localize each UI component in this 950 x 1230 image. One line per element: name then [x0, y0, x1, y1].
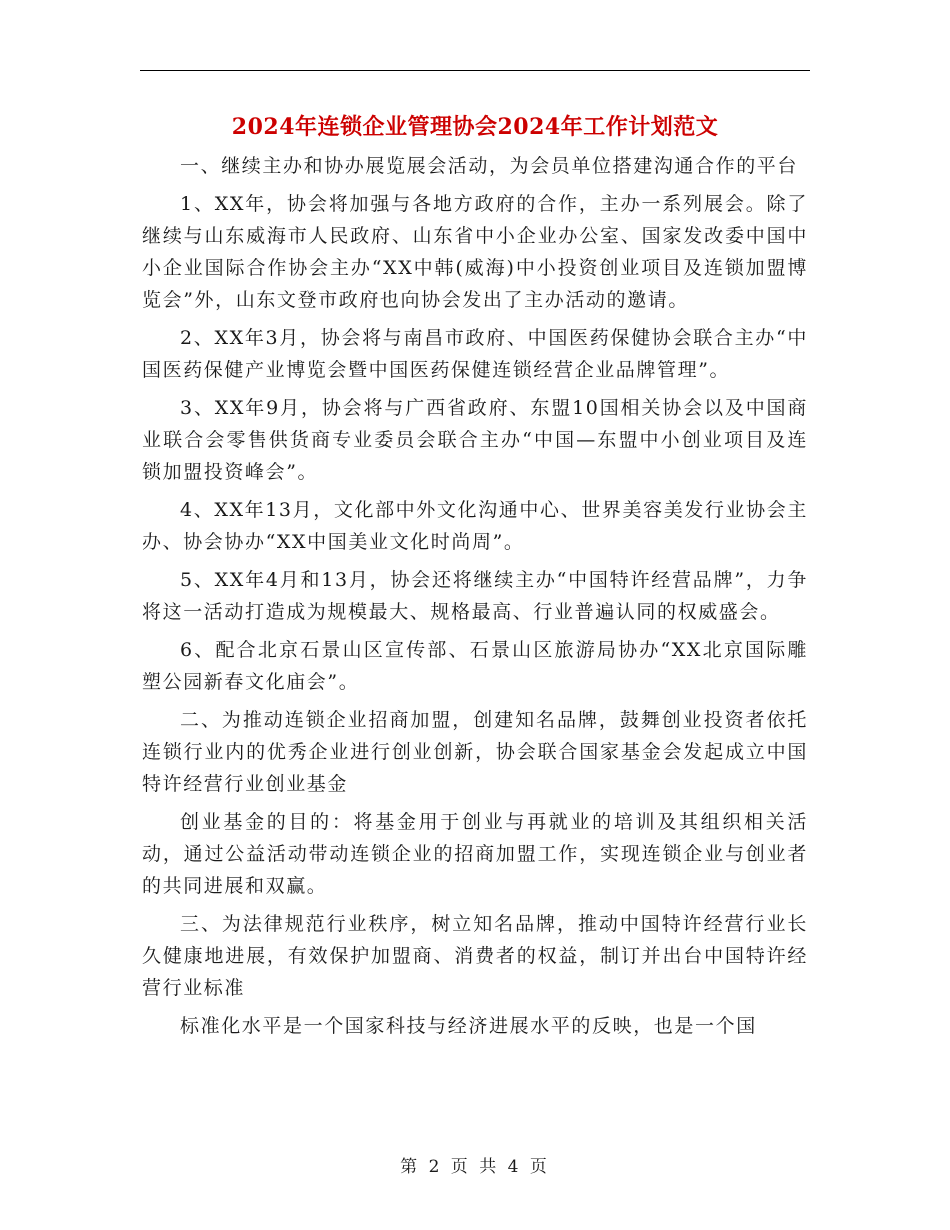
paragraph-section-3-heading: 三、为法律规范行业秩序，树立知名品牌，推动中国特许经营行业长久健康地进展，有效保护加盟商、消费者的权益，制订并出台中国特许经营行业标准 [142, 913, 808, 999]
document-body [142, 150, 808, 1048]
header-rule [140, 70, 810, 71]
paragraph-item-6: 6、配合北京石景山区宣传部、石景山区旅游局协办“XX北京国际雕塑公园新春文化庙会”。 [142, 639, 808, 693]
paragraph-item-5: 5、XX年4月和13月，协会还将继续主办“中国特许经营品牌”，力争将这一活动打造成为规模最大、规格最高、行业普遍认同的权威盛会。 [142, 569, 808, 623]
document-title: 2024年连锁企业管理协会2024年工作计划范文 [231, 114, 719, 140]
page-footer: 第 2 页 共 4 页 [400, 1157, 550, 1177]
paragraph-section-2-heading: 二、为推动连锁企业招商加盟，创建知名品牌，鼓舞创业投资者依托连锁行业内的优秀企业进行创业创新，协会联合国家基金会发起成立中国特许经营行业创业基金 [142, 709, 808, 795]
paragraph-section-1-heading: 一、继续主办和协办展览展会活动，为会员单位搭建沟通合作的平台 [180, 155, 799, 177]
paragraph-item-3: 3、XX年9月，协会将与广西省政府、东盟10国相关协会以及中国商业联合会零售供货商专业委员会联合主办“中国—东盟中小创业项目及连锁加盟投资峰会”。 [142, 397, 808, 483]
paragraph-item-4: 4、XX年13月，文化部中外文化沟通中心、世界美容美发行业协会主办、协会协办“XX中国美业文化时尚周”。 [142, 499, 808, 553]
paragraph-item-2: 2、XX年3月，协会将与南昌市政府、中国医药保健协会联合主办“中国医药保健产业博览会暨中国医药保健连锁经营企业品牌管理”。 [142, 327, 808, 381]
paragraph-standardization: 标准化水平是一个国家科技与经济进展水平的反映，也是一个国 [180, 1015, 757, 1037]
paragraph-item-1: 1、XX年，协会将加强与各地方政府的合作，主办一系列展会。除了继续与山东威海市人民政府、山东省中小企业办公室、国家发改委中国中小企业国际合作协会主办“XX中韩(威海)中小投资创业项目及连锁加盟博览会”外，山东文登市政府也向协会发出了主办活动的邀请。 [142, 193, 808, 311]
paragraph-fund-purpose: 创业基金的目的：将基金用于创业与再就业的培训及其组织相关活动，通过公益活动带动连锁企业的招商加盟工作，实现连锁企业与创业者的共同进展和双赢。 [142, 811, 808, 897]
